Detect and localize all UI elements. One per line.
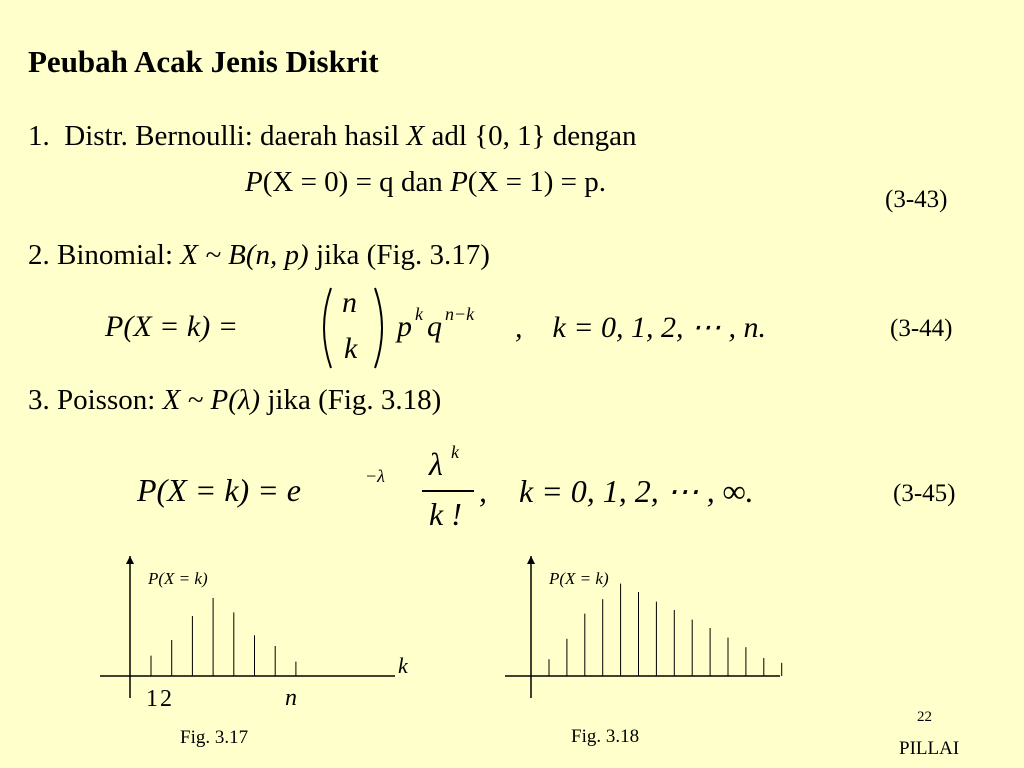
- tick-label-n: n: [285, 685, 297, 708]
- binomial-chart: [90, 548, 420, 708]
- y-axis-arrow: [527, 556, 535, 564]
- binom-bottom: k: [344, 332, 358, 365]
- slide-title: Peubah Acak Jenis Diskrit: [28, 44, 379, 79]
- bernoulli-part1: (X = 0) = q: [262, 166, 394, 198]
- right-paren: [375, 288, 382, 368]
- author-label: PILLAI: [899, 738, 960, 759]
- item-1-prefix: Distr. Bernoulli: daerah hasil: [64, 120, 400, 152]
- item-1-suffix: adl {0, 1} dengan: [431, 120, 637, 152]
- y-axis-arrow: [126, 556, 134, 564]
- item-3-line: 3. Poisson: X ~ P(λ) jika (Fig. 3.18): [28, 384, 442, 416]
- poisson-chart: [495, 548, 795, 708]
- fig-3-18-caption: Fig. 3.18: [571, 726, 640, 747]
- tick-label-1: 1: [146, 686, 158, 708]
- bernoulli-formula: P(X = 0) = q dan P(X = 1) = p.: [245, 166, 606, 198]
- y-axis-title: P(X = k): [148, 569, 208, 588]
- item-2-line: 2. Binomial: X ~ B(n, p) jika (Fig. 3.17): [28, 239, 490, 271]
- fraction-bar: [422, 490, 474, 492]
- item-1-var: X: [406, 120, 425, 152]
- tick-label-2: 2: [160, 686, 172, 708]
- eq-number-3-43: (3-43): [885, 186, 948, 213]
- binom-top: n: [342, 286, 357, 319]
- fig-3-17-caption: Fig. 3.17: [180, 727, 249, 748]
- item-1-line: [28, 120, 637, 153]
- eq-number-3-44: (3-44): [890, 315, 953, 342]
- page-number: 22: [917, 709, 932, 725]
- item-1-number: 1.: [28, 120, 50, 152]
- bernoulli-mid: dan: [400, 166, 443, 198]
- left-paren: [324, 288, 331, 368]
- binomial-dist: X ~ B(n, p): [180, 239, 309, 271]
- frac-numerator: λ: [429, 446, 443, 482]
- eq-number-3-45: (3-45): [893, 480, 956, 507]
- bernoulli-part2: (X = 1) = p.: [467, 166, 606, 198]
- y-axis-title: P(X = k): [549, 569, 609, 588]
- x-axis-label: k: [398, 653, 408, 678]
- poisson-dist: X ~ P(λ): [162, 384, 261, 416]
- frac-denominator: k !: [429, 496, 462, 532]
